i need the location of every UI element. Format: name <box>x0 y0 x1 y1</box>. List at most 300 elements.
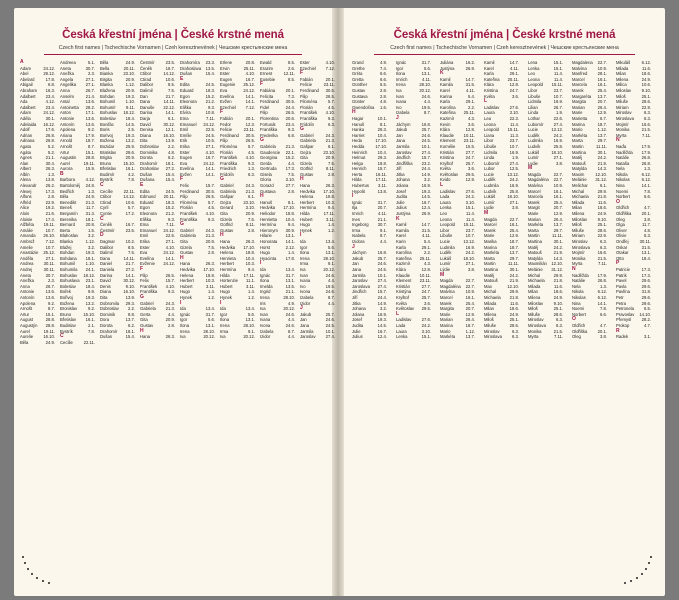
name-day-date: 25.7. <box>325 311 335 317</box>
name-text: Egon <box>180 93 190 99</box>
name-text: Lada <box>440 194 450 200</box>
name-day-date: 15.11. <box>507 127 519 133</box>
name-day-date: 11.7. <box>85 205 95 211</box>
name-day-date: 25.11. <box>243 65 255 71</box>
name-day-date: 12.4. <box>421 205 431 211</box>
name-day-date: 16.6. <box>597 250 607 256</box>
name-day-date: 28.1. <box>597 71 607 77</box>
name-text: Miroslav <box>572 239 588 244</box>
name-day-date: 6.6. <box>644 194 651 200</box>
name-day-date: 3.2. <box>88 244 95 250</box>
name-day-date: 26.3. <box>377 127 387 133</box>
name-text: Emil <box>140 233 149 239</box>
name-text: Dušan <box>100 334 113 340</box>
name-text: Karel <box>396 233 406 239</box>
section-letter: G <box>260 137 264 144</box>
name-day-date: 7.5. <box>248 216 255 222</box>
name-day-date: 16.8. <box>377 250 387 256</box>
name-text: Bohumil <box>60 261 76 267</box>
name-entry <box>528 334 566 340</box>
name-text: Cyril <box>100 205 109 211</box>
name-day-date: 10.7. <box>465 233 475 239</box>
name-day-date: 20.1. <box>641 211 651 217</box>
name-day-date: 14.1. <box>245 99 255 105</box>
name-day-date: 11.1. <box>245 278 255 284</box>
section-letter: C <box>60 333 64 340</box>
section-letter: G <box>180 221 184 228</box>
name-text: Matěj <box>528 244 539 250</box>
name-text: Jindřich <box>396 155 411 161</box>
name-text: Marietta <box>572 115 588 121</box>
name-day-date: 25.7. <box>421 294 431 300</box>
name-text: Gizela <box>220 216 232 222</box>
name-day-date: 6.8. <box>48 82 55 88</box>
name-day-date: 23.4. <box>45 104 55 110</box>
name-day-date: 21.4. <box>85 93 95 99</box>
name-text: Hermína <box>220 266 237 272</box>
name-text: Marcel <box>528 188 541 194</box>
name-text: Jakub <box>352 255 364 261</box>
name-day-date: 12.9. <box>553 211 563 217</box>
name-text: Irena <box>300 255 310 261</box>
name-day-date: 1.3. <box>644 166 651 172</box>
name-day-date: 16.7. <box>125 222 135 228</box>
name-text: Felix <box>140 278 149 284</box>
name-day-date: 28.6. <box>641 99 651 105</box>
name-day-date: 21.1. <box>377 216 387 222</box>
name-day-date: 25.11. <box>419 255 431 261</box>
name-text: Jáchym <box>352 250 367 256</box>
section-letter: D <box>100 232 104 239</box>
name-text: Dorota <box>100 322 113 328</box>
name-day-date: 26.10. <box>43 233 55 239</box>
name-entry <box>60 166 98 172</box>
name-day-date: 16.1. <box>597 76 607 82</box>
name-day-date: 24.5. <box>205 132 215 138</box>
name-text: Gašpar <box>220 194 234 200</box>
name-text: Nataša <box>616 160 630 166</box>
name-text: Hedda <box>352 143 365 149</box>
name-text: Alexej <box>20 188 32 194</box>
name-text: Edita <box>140 188 150 194</box>
name-day-date: 6.3. <box>328 121 335 127</box>
name-text: Bernard <box>60 222 75 228</box>
name-text: Oldřiška <box>616 211 632 217</box>
name-day-date: 2.2. <box>424 250 431 256</box>
name-text: Melánie <box>528 266 543 272</box>
name-day-date: 14.12. <box>163 71 175 77</box>
name-text: Petra <box>616 300 627 306</box>
name-text: František <box>220 155 238 161</box>
name-text: Marina <box>440 322 453 328</box>
name-day-date: 20.9. <box>125 76 135 82</box>
name-day-date: 3.10. <box>509 110 519 116</box>
name-day-date: 13.1. <box>245 317 255 323</box>
name-text: Josef <box>396 188 407 194</box>
name-text: Josef <box>352 317 363 323</box>
name-day-date: 22.1. <box>285 149 295 155</box>
section-letter: G <box>300 126 304 133</box>
name-day-date: 8.5. <box>168 82 175 88</box>
name-text: Birgita <box>100 76 112 82</box>
name-day-date: 22.7. <box>465 278 475 284</box>
name-day-date: 7.5. <box>288 171 295 177</box>
name-day-date: 16.9. <box>509 149 519 155</box>
name-day-date: 4.2. <box>128 171 135 177</box>
name-text: Marina <box>484 244 497 250</box>
name-day-date: 21.9. <box>509 278 519 284</box>
name-text: Aurora <box>60 166 73 172</box>
name-text: Kristián <box>440 149 454 155</box>
name-text: Georgina <box>260 155 278 161</box>
name-day-date: 13.12. <box>463 239 475 244</box>
name-text: Laura <box>484 110 495 116</box>
name-day-date: 27.1. <box>165 239 175 244</box>
name-text: Hana <box>300 183 311 189</box>
name-text: Hedvika <box>300 188 316 194</box>
name-text: Bohdan <box>100 93 115 99</box>
section-letter: L <box>396 310 400 317</box>
name-day-date: 14.1. <box>125 272 135 278</box>
name-day-date: 10.7. <box>45 244 55 250</box>
name-text: Henrich <box>352 166 367 172</box>
name-day-date: 13.1. <box>205 322 215 328</box>
name-day-date: 19.2. <box>45 205 55 211</box>
name-day-date: 27.7. <box>285 183 295 189</box>
name-text: Alan <box>20 160 29 166</box>
name-text: Jaroslava <box>352 283 370 289</box>
name-text: Helena <box>180 272 194 278</box>
name-entry <box>352 334 390 340</box>
name-day-date: 4.4. <box>288 317 295 323</box>
name-day-date: 4.3. <box>424 261 431 267</box>
name-text: Leona <box>440 216 452 222</box>
name-day-date: 10.4. <box>377 149 387 155</box>
name-text: Eleonora <box>180 99 197 105</box>
name-day-date: 10.3. <box>325 199 335 205</box>
name-day-date: 20.6. <box>285 115 295 121</box>
name-text: Norbert <box>616 194 630 200</box>
name-text: Adalbert <box>20 104 36 110</box>
name-day-date: 4.11. <box>465 87 475 93</box>
name-text: Milica <box>616 82 627 88</box>
name-day-date: 6.3. <box>248 171 255 177</box>
name-text: Františka <box>180 216 198 222</box>
name-text: Eduard <box>140 199 154 205</box>
name-text: Ivona <box>300 289 311 295</box>
name-day-date: 14.1. <box>285 239 295 244</box>
name-day-date: 15.2. <box>165 205 175 211</box>
name-text: Hubert <box>180 283 193 289</box>
name-text: Myrta <box>616 132 627 138</box>
name-text: Emanuel <box>140 227 157 233</box>
name-day-date: 18.8. <box>245 250 255 256</box>
name-text: Naděžda <box>572 272 589 278</box>
name-day-date: 14.1. <box>205 166 215 172</box>
name-text: Izabela <box>396 110 410 116</box>
name-text: Angelika <box>60 82 77 88</box>
name-day-date: 23.10. <box>323 149 335 155</box>
name-day-date: 10.3. <box>205 278 215 284</box>
name-day-date: 18.1. <box>85 255 95 261</box>
section-letter: E <box>140 182 144 189</box>
name-text: Artur <box>20 311 30 317</box>
name-day-date: 14.10. <box>639 311 651 317</box>
name-day-date: 13.6. <box>45 294 55 300</box>
name-day-date: 10.6. <box>125 199 135 205</box>
name-day-date: 19.11. <box>83 160 95 166</box>
name-text: Otto <box>616 255 624 261</box>
name-text: Julius <box>352 334 363 340</box>
name-text: Jitka <box>396 171 405 177</box>
name-day-date: 20.9. <box>125 87 135 93</box>
name-text: Bohumír <box>100 104 116 110</box>
name-day-date: 29.6. <box>125 149 135 155</box>
name-day-date: 6.1. <box>248 194 255 200</box>
name-text: Felicita <box>260 93 274 99</box>
name-day-date: 3.8. <box>556 160 563 166</box>
name-day-date: 29.1. <box>465 99 475 105</box>
name-day-date: 26.2. <box>45 183 55 189</box>
name-day-date: 6.3. <box>512 328 519 334</box>
name-text: Miroslava <box>528 322 546 328</box>
name-text: Johana <box>396 177 410 183</box>
name-day-date: 10.7. <box>553 93 563 99</box>
name-day-date: 21.2. <box>165 211 175 217</box>
name-day-date: 24.5. <box>325 322 335 328</box>
name-text: Kazimír <box>440 115 455 121</box>
name-text: Marta <box>528 227 539 233</box>
name-text: Oleg <box>572 334 581 340</box>
name-day-date: 23.11. <box>419 278 431 284</box>
name-day-date: 26.4. <box>553 216 563 222</box>
name-day-date: 30.9. <box>285 227 295 233</box>
name-text: Gwendolína <box>352 104 375 110</box>
name-text: Amanda <box>20 233 36 239</box>
name-day-date: 26.8. <box>45 132 55 138</box>
name-day-date: 4.3. <box>468 115 475 121</box>
name-text: Magdalena <box>572 60 593 65</box>
name-day-date: 27.2. <box>125 266 135 272</box>
name-day-date: 14.1. <box>597 300 607 306</box>
name-text: Florián <box>220 149 233 155</box>
name-day-date: 22.9. <box>597 233 607 239</box>
name-day-date: 13.9. <box>125 294 135 300</box>
name-day-date: 7.11. <box>165 222 175 228</box>
name-text: Miloslav <box>572 216 588 222</box>
name-text: Arnošt <box>20 306 33 312</box>
name-day-date: 16.9. <box>465 244 475 250</box>
name-text: Noemi <box>572 306 585 312</box>
name-day-date: 4.11. <box>421 76 431 82</box>
name-text: Eliška <box>180 104 192 110</box>
name-day-date: 14.11. <box>163 99 175 105</box>
name-text: Amálie <box>20 227 33 233</box>
name-text: Petronela <box>616 306 634 312</box>
name-day-date: 25.9. <box>125 143 135 149</box>
name-day-date: 10.7. <box>45 227 55 233</box>
name-text: Beneš <box>60 205 72 211</box>
name-day-date: 23.4. <box>285 121 295 127</box>
name-day-date: 29.5. <box>465 171 475 177</box>
name-text: Hugo <box>300 222 311 228</box>
name-day-date: 18.7. <box>85 138 95 144</box>
name-day-date: 30.5. <box>205 188 215 194</box>
name-day-date: 30.11. <box>43 261 55 267</box>
name-day-date: 31.7. <box>285 272 295 278</box>
name-day-date: 19.3. <box>85 294 95 300</box>
name-text: Gabriela <box>180 233 196 239</box>
name-day-date: 15.1. <box>553 65 563 71</box>
name-text: Günter <box>352 99 365 105</box>
name-text: Izidor <box>260 334 271 340</box>
name-entry <box>100 228 138 234</box>
name-day-date: 22.7. <box>553 171 563 177</box>
name-day-date: 9.10. <box>597 216 607 222</box>
name-text: August <box>20 317 34 323</box>
name-text: Ida <box>180 306 186 312</box>
name-day-date: 26.9. <box>421 211 431 217</box>
name-text: Margita <box>440 306 454 312</box>
name-day-date: 19.3. <box>421 188 431 194</box>
name-day-date: 13.7. <box>553 222 563 228</box>
name-day-date: 13.7. <box>509 250 519 256</box>
name-day-date: 18.8. <box>325 194 335 200</box>
name-day-date: 17.9. <box>85 132 95 138</box>
name-text: Kristina <box>440 155 454 161</box>
right-page <box>344 8 665 596</box>
name-text: Milena <box>616 76 629 82</box>
name-day-date: 7.8. <box>600 306 607 312</box>
name-day-date: 3.6. <box>468 121 475 127</box>
name-day-date: 24.12. <box>43 110 55 116</box>
name-day-date: 15.9. <box>85 166 95 172</box>
name-text: Augustýn <box>20 322 38 328</box>
name-day-date: 31.5. <box>421 227 431 233</box>
name-text: Leona <box>484 121 496 127</box>
name-text: Michaela <box>528 278 545 284</box>
name-entry <box>100 177 138 183</box>
name-entry <box>180 172 218 178</box>
name-day-date: 16.1. <box>553 194 563 200</box>
left-column-6 <box>220 60 258 340</box>
name-day-date: 8.7. <box>424 110 431 116</box>
name-day-date: 5.5. <box>380 82 387 88</box>
name-day-date: 24.9. <box>641 76 651 82</box>
name-text: Hubertus <box>352 183 369 189</box>
name-day-date: 15.1. <box>553 60 563 65</box>
name-text: Bohdana <box>60 255 77 261</box>
name-text: Gréta <box>352 71 363 77</box>
name-day-date: 6.6. <box>380 76 387 82</box>
name-text: Miluše <box>616 99 629 105</box>
name-text: Natálie <box>572 278 586 284</box>
name-day-date: 28.10. <box>243 322 255 328</box>
name-day-date: 28.8. <box>45 317 55 323</box>
name-text: Michaela <box>572 194 589 200</box>
name-day-date: 10.3. <box>245 261 255 267</box>
name-text: Laura <box>396 328 407 334</box>
name-day-date: 27.6. <box>465 188 475 194</box>
name-text: Margit <box>528 205 540 211</box>
name-day-date: 9.4. <box>248 266 255 272</box>
name-day-date: 1.2. <box>248 294 255 300</box>
name-text: Felicie <box>300 82 313 88</box>
name-day-date: 25.4. <box>553 199 563 205</box>
name-text: Lydie <box>484 205 494 211</box>
name-day-date: 21.3. <box>245 188 255 194</box>
section-letter: K <box>396 215 400 222</box>
name-day-date: 13.4. <box>325 239 335 244</box>
name-day-date: 20.12. <box>283 306 295 312</box>
name-text: Gita <box>180 239 188 244</box>
name-day-date: 9.1. <box>248 328 255 334</box>
name-day-date: 22.3. <box>509 115 519 121</box>
section-letter: H <box>260 193 264 200</box>
name-entry <box>140 289 178 295</box>
name-text: Herta <box>352 171 363 177</box>
name-entry <box>484 205 522 211</box>
name-text: Hanka <box>352 127 365 133</box>
name-text: Nela <box>616 166 625 172</box>
name-day-date: 21.3. <box>325 138 335 144</box>
name-day-date: 28.2. <box>85 104 95 110</box>
name-day-date: 15.11. <box>463 222 475 228</box>
name-day-date: 12.9. <box>597 110 607 116</box>
name-day-date: 6.12. <box>641 60 651 65</box>
name-entry <box>484 334 522 340</box>
name-text: Dobromila <box>100 300 120 306</box>
name-day-date: 18.1. <box>125 328 135 334</box>
name-text: Herbert <box>180 278 194 284</box>
name-day-date: 13.6. <box>85 99 95 105</box>
name-day-date: 26.7. <box>553 104 563 110</box>
name-day-date: 8.7. <box>88 143 95 149</box>
name-day-date: 21.3. <box>165 306 175 312</box>
name-text: Filoména <box>180 199 198 205</box>
name-text: Milan <box>572 205 583 211</box>
name-text: Antonie <box>60 115 75 121</box>
name-day-date: 4.9. <box>380 60 387 65</box>
name-text: Lenka <box>396 334 408 340</box>
name-text: Dušan <box>140 171 153 177</box>
name-day-date: 23.2. <box>421 160 431 166</box>
name-text: Henrieta <box>220 255 236 261</box>
name-day-date: 4.10. <box>205 211 215 217</box>
name-day-date: 10.9. <box>597 65 607 71</box>
name-text: Matylda <box>528 255 543 261</box>
name-text: Čestmír <box>140 60 155 65</box>
section-letter: C <box>100 182 104 189</box>
name-text: Božena <box>60 300 75 306</box>
name-text: Mario <box>572 127 583 133</box>
name-entry <box>572 261 610 267</box>
name-day-date: 29.7. <box>509 255 519 261</box>
name-text: Jindřiška <box>396 160 413 166</box>
name-text: Ivan <box>396 93 404 99</box>
name-text: Florentina <box>260 115 279 121</box>
name-day-date: 24.6. <box>285 311 295 317</box>
name-day-date: 21.7. <box>125 261 135 267</box>
name-text: Aloisie <box>20 216 33 222</box>
name-day-date: 31.7. <box>377 199 387 205</box>
name-day-date: 21.1. <box>285 289 295 295</box>
name-day-date: 17.3. <box>285 166 295 172</box>
name-text: Ingrid <box>260 289 271 295</box>
name-day-date: 19.11. <box>43 222 55 228</box>
name-day-date: 2.8. <box>48 194 55 200</box>
name-day-date: 24.12. <box>163 250 175 256</box>
